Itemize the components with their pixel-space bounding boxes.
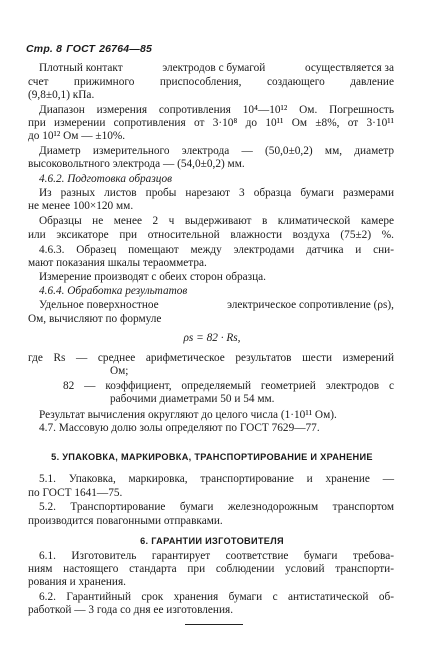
text-line: ниям настоящего стандарта при соблюдении условий транспорти-	[28, 563, 394, 575]
text-line: Ом;	[110, 365, 129, 377]
text-line: Диапазон измерения сопротивления 10⁴—10¹² Ом. Погрешность	[39, 104, 394, 116]
text-line: 5.2. Транспортирование бумаги железнодорожным транспортом	[39, 501, 394, 513]
text-line: 5.1. Упаковка, маркировка, транспортирование и хранение —	[39, 473, 394, 485]
section-heading: 5. УПАКОВКА, МАРКИРОВКА, ТРАНСПОРТИРОВАНИЕ И ХРАНЕНИЕ	[51, 452, 373, 462]
text-line: 4.7. Массовую долю золы определяют по ГОСТ 7629—77.	[39, 422, 320, 434]
text-line: мают показания шкалы тераомметра.	[28, 257, 207, 269]
text-line: 82 — коэффициент, определяемый геометрией электродов с	[63, 380, 394, 392]
text-line: Плотный контакт электродов с бумагой осуществляется за	[39, 62, 394, 74]
section-heading: 6. ГАРАНТИИ ИЗГОТОВИТЕЛЯ	[140, 536, 284, 546]
text-line: по ГОСТ 1641—75.	[28, 487, 123, 499]
text-line: рабочими диаметрами 50 и 54 мм.	[110, 393, 275, 405]
page-number: Стр. 8	[26, 43, 63, 55]
text-line: Образцы не менее 2 ч выдерживают в климатической камере	[39, 215, 394, 227]
text-line: или эксикаторе при относительной влажности воздуха (75±2) %.	[28, 229, 394, 241]
subsection-heading: 4.6.2. Подготовка образцов	[39, 173, 173, 185]
text-line: счет прижимного приспособления, создающего давление	[28, 76, 394, 88]
text-line: 4.6.3. Образец помещают между электродами датчика и сни-	[39, 244, 394, 256]
header-code: 26764—85	[99, 43, 153, 55]
text-line: при измерении сопротивления от 3·10⁸ до 10¹¹ Ом ±8%, от 3·10¹¹	[28, 117, 394, 129]
formula: ρs = 82 · Rs,	[183, 332, 241, 344]
page-header	[26, 43, 152, 55]
text-line: 6.1. Изготовитель гарантирует соответствие бумаги требова-	[39, 550, 394, 562]
text-line: Результат вычисления округляют до целого числа (1·10¹¹ Ом).	[39, 409, 337, 421]
text-line: производится повагонными отправками.	[28, 515, 223, 527]
header-gost: ГОСТ	[66, 43, 96, 55]
text-line: высоковольтного электрода — (54,0±0,2) мм.	[28, 158, 245, 170]
end-rule	[185, 624, 243, 625]
text-line: рования и хранения.	[28, 576, 126, 588]
text-line: не менее 100×120 мм.	[28, 200, 134, 212]
text-line: (9,8±0,1) кПа.	[28, 89, 95, 101]
text-line: Из разных листов пробы нарезают 3 образца бумаги размерами	[39, 187, 394, 199]
text-line: Ом, вычисляют по формуле	[28, 313, 162, 325]
text-line: Диаметр измерительного электрода — (50,0±0,2) мм, диаметр	[39, 145, 394, 157]
text-line: Измерение производят с обеих сторон образца.	[39, 271, 266, 283]
text-line: до 10¹² Ом — ±10%.	[28, 130, 126, 142]
text-line: Удельное поверхностное электрическое сопротивление (ρs),	[39, 299, 394, 311]
text-line: работкой — 3 года со дня ее изготовления.	[28, 604, 234, 616]
text-line: 6.2. Гарантийный срок хранения бумаги с антистатической об-	[39, 591, 394, 603]
subsection-heading: 4.6.4. Обработка результатов	[39, 285, 188, 297]
text-line: где Rs — среднее арифметическое результатов шести измерений	[28, 352, 394, 364]
